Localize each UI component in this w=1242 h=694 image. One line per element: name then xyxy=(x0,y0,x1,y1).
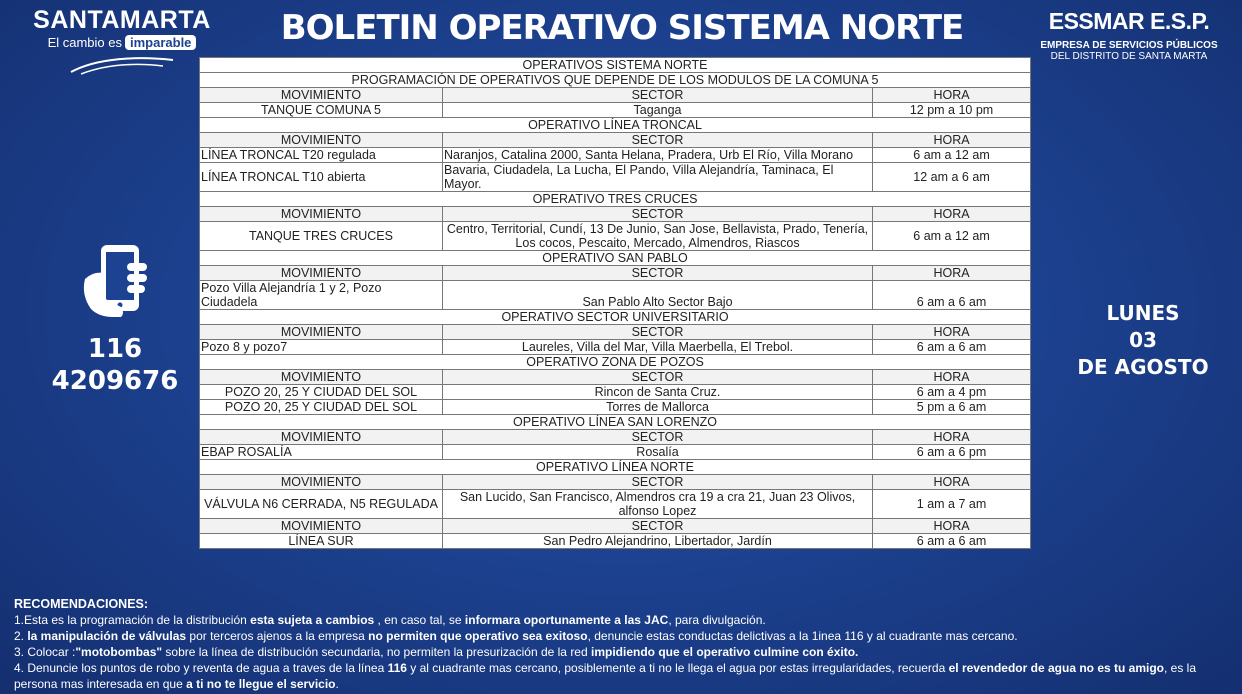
table-subtitle-row xyxy=(200,73,1031,88)
santamarta-logo xyxy=(22,6,222,76)
santamarta-brand: SANTAMARTA xyxy=(33,6,211,34)
date-day: LUNES xyxy=(1106,301,1180,325)
contact-block xyxy=(40,243,190,397)
cell-hora: 6 am a 6 am xyxy=(873,340,1031,355)
header-hora: HORA xyxy=(873,88,1031,103)
table-row xyxy=(200,163,1031,192)
rec-text: y al cuadrante mas cercano, posiblemente a ti no le llega el agua por estas irregularidades, recuerda xyxy=(406,661,949,675)
rec-bold: "motobombas" xyxy=(75,645,163,659)
section-title-row xyxy=(200,460,1031,475)
slogan-highlight: imparable xyxy=(125,35,196,50)
cell-sector: Naranjos, Catalina 2000, Santa Helana, Pradera, Urb El Río, Villa Morano xyxy=(443,148,873,163)
recommendation-2 xyxy=(14,628,1232,644)
rec-bold: no permiten que operativo sea exitoso xyxy=(368,629,588,643)
cell-movimiento: LÍNEA TRONCAL T10 abierta xyxy=(200,163,443,192)
section-title: OPERATIVO LÍNEA TRONCAL xyxy=(200,118,1031,133)
header-movimiento: MOVIMIENTO xyxy=(200,207,443,222)
header-hora: HORA xyxy=(873,266,1031,281)
cell-sector: Laureles, Villa del Mar, Villa Maerbella, El Trebol. xyxy=(443,340,873,355)
cell-sector: San Pablo Alto Sector Bajo xyxy=(443,281,873,310)
cell-movimiento: Pozo 8 y pozo7 xyxy=(200,340,443,355)
essmar-brand: ESSMAR E.S.P. xyxy=(1048,8,1210,34)
date-number: 03 xyxy=(1129,328,1157,352)
header-sector: SECTOR xyxy=(443,207,873,222)
cell-movimiento: LÍNEA TRONCAL T20 regulada xyxy=(200,148,443,163)
header-sector: SECTOR xyxy=(443,430,873,445)
table-row xyxy=(200,340,1031,355)
cell-movimiento: LÍNEA SUR xyxy=(200,534,443,549)
header-row xyxy=(200,133,1031,148)
table-row xyxy=(200,222,1031,251)
santamarta-slogan xyxy=(22,35,222,50)
schedule-table xyxy=(199,57,1031,549)
cell-sector: Centro, Territorial, Cundí, 13 De Junio, San Jose, Bellavista, Prado, Tenería, Los cocos, Pescaito, Mercado, Almendros, Riascos xyxy=(443,222,873,251)
header-hora: HORA xyxy=(873,207,1031,222)
table-row xyxy=(200,148,1031,163)
essmar-line1: EMPRESA DE SERVICIOS PÚBLICOS xyxy=(1040,40,1218,51)
rec-text: 4. Denuncie los puntos de robo y reventa de agua a traves de la línea xyxy=(14,661,388,675)
header-movimiento: MOVIMIENTO xyxy=(200,88,443,103)
cell-sector: San Lucido, San Francisco, Almendros cra 19 a cra 21, Juan 23 Olivos, alfonso Lopez xyxy=(443,490,873,519)
schedule-body xyxy=(200,58,1031,549)
table-row xyxy=(200,281,1031,310)
cell-hora: 6 am a 6 pm xyxy=(873,445,1031,460)
header-movimiento: MOVIMIENTO xyxy=(200,133,443,148)
cell-movimiento: Pozo Villa Alejandría 1 y 2, Pozo Ciudadela xyxy=(200,281,443,310)
section-title: OPERATIVO ZONA DE POZOS xyxy=(200,355,1031,370)
rec-bold: informara oportunamente a las JAC xyxy=(464,613,669,627)
header-hora: HORA xyxy=(873,370,1031,385)
table-row xyxy=(200,400,1031,415)
table-row xyxy=(200,534,1031,549)
section-title-row xyxy=(200,310,1031,325)
recommendation-4 xyxy=(14,660,1232,692)
table-row xyxy=(200,490,1031,519)
rec-text: , para divulgación. xyxy=(668,613,766,627)
header-movimiento: MOVIMIENTO xyxy=(200,370,443,385)
header-hora: HORA xyxy=(873,133,1031,148)
cell-hora: 12 am a 6 am xyxy=(873,163,1031,192)
swoosh-icon xyxy=(67,54,177,76)
cell-movimiento: POZO 20, 25 Y CIUDAD DEL SOL xyxy=(200,400,443,415)
section-title: OPERATIVO SECTOR UNIVERSITARIO xyxy=(200,310,1031,325)
recommendations xyxy=(14,596,1232,692)
cell-hora: 6 am a 6 am xyxy=(873,534,1031,549)
recommendations-title: RECOMENDACIONES: xyxy=(14,597,149,611)
header-hora: HORA xyxy=(873,430,1031,445)
header-sector: SECTOR xyxy=(443,266,873,281)
header-sector: SECTOR xyxy=(443,325,873,340)
date-block xyxy=(1068,300,1218,381)
cell-hora: 1 am a 7 am xyxy=(873,490,1031,519)
cell-movimiento: EBAP ROSALÍA xyxy=(200,445,443,460)
header-movimiento: MOVIMIENTO xyxy=(200,266,443,281)
header-row xyxy=(200,475,1031,490)
section-title-row xyxy=(200,415,1031,430)
rec-text: 1.Esta es la programación de la distribución xyxy=(14,613,251,627)
section-title-row xyxy=(200,355,1031,370)
rec-text: , denuncie estas conductas delictivas a la 1inea 116 y al cuadrante mas cercano. xyxy=(587,629,1018,643)
header-row xyxy=(200,266,1031,281)
cell-hora: 6 am a 4 pm xyxy=(873,385,1031,400)
cell-movimiento: POZO 20, 25 Y CIUDAD DEL SOL xyxy=(200,385,443,400)
cell-hora: 6 am a 6 am xyxy=(873,281,1031,310)
cell-sector: Taganga xyxy=(443,103,873,118)
rec-text: por terceros ajenos a la empresa xyxy=(186,629,369,643)
header-row xyxy=(200,88,1031,103)
phone-hand-icon xyxy=(79,243,151,319)
header-hora: HORA xyxy=(873,475,1031,490)
header-hora: HORA xyxy=(873,519,1031,534)
table-row xyxy=(200,385,1031,400)
table-title-row xyxy=(200,58,1031,73)
essmar-logo xyxy=(1034,8,1224,62)
header-row xyxy=(200,207,1031,222)
cell-sector: Bavaria, Ciudadela, La Lucha, El Pando, Villa Alejandría, Taminaca, El Mayor. xyxy=(443,163,873,192)
header-sector: SECTOR xyxy=(443,370,873,385)
rec-text: , en caso tal, se xyxy=(374,613,465,627)
slogan-prefix: El cambio es xyxy=(47,35,122,50)
essmar-line2: DEL DISTRITO DE SANTA MARTA xyxy=(1050,51,1208,62)
table-row xyxy=(200,445,1031,460)
header-movimiento: MOVIMIENTO xyxy=(200,475,443,490)
header-sector: SECTOR xyxy=(443,475,873,490)
header-hora: HORA xyxy=(873,325,1031,340)
phone-line-1: 116 xyxy=(87,334,143,364)
header-movimiento: MOVIMIENTO xyxy=(200,325,443,340)
cell-sector: Rosalía xyxy=(443,445,873,460)
rec-bold: el revendedor de agua no es tu amigo xyxy=(948,661,1164,675)
cell-hora: 6 am a 12 am xyxy=(873,148,1031,163)
header-sector: SECTOR xyxy=(443,88,873,103)
header-row xyxy=(200,370,1031,385)
rec-text: sobre la línea de distribución secundaria, no permiten la presurización de la red xyxy=(162,645,591,659)
cell-hora: 5 pm a 6 am xyxy=(873,400,1031,415)
rec-text: 3. Colocar : xyxy=(14,645,76,659)
header-row xyxy=(200,325,1031,340)
rec-bold: la manipulación de válvulas xyxy=(27,629,187,643)
section-title: OPERATIVO LÍNEA SAN LORENZO xyxy=(200,415,1031,430)
cell-sector: Torres de Mallorca xyxy=(443,400,873,415)
cell-movimiento: TANQUE COMUNA 5 xyxy=(200,103,443,118)
table-row xyxy=(200,103,1031,118)
section-title-row xyxy=(200,118,1031,133)
header-row xyxy=(200,430,1031,445)
table-title: OPERATIVOS SISTEMA NORTE xyxy=(200,58,1031,73)
cell-movimiento: TANQUE TRES CRUCES xyxy=(200,222,443,251)
cell-movimiento: VÁLVULA N6 CERRADA, N5 REGULADA xyxy=(200,490,443,519)
rec-text: , es la persona mas interesada en que xyxy=(14,661,1197,691)
section-title-row xyxy=(200,192,1031,207)
header-sector: SECTOR xyxy=(443,133,873,148)
header-movimiento: MOVIMIENTO xyxy=(200,430,443,445)
rec-bold: impidiendo que el operativo culmine con éxito. xyxy=(591,645,859,659)
recommendation-3 xyxy=(14,644,1232,660)
rec-bold: esta sujeta a cambios xyxy=(250,613,375,627)
cell-hora: 12 pm a 10 pm xyxy=(873,103,1031,118)
date-month: DE AGOSTO xyxy=(1077,355,1209,379)
rec-text: 2. xyxy=(14,629,28,643)
rec-bold: 116 xyxy=(387,661,407,675)
phone-line-2: 4209676 xyxy=(51,366,179,396)
cell-sector: Rincon de Santa Cruz. xyxy=(443,385,873,400)
table-subtitle: PROGRAMACIÓN DE OPERATIVOS QUE DEPENDE DE LOS MODULOS DE LA COMUNA 5 xyxy=(200,73,1031,88)
section-title-row xyxy=(200,251,1031,266)
header-sector: SECTOR xyxy=(443,519,873,534)
rec-text: . xyxy=(335,677,339,691)
cell-sector: San Pedro Alejandrino, Libertador, Jardín xyxy=(443,534,873,549)
section-title: OPERATIVO SAN PABLO xyxy=(200,251,1031,266)
header-movimiento: MOVIMIENTO xyxy=(200,519,443,534)
cell-hora: 6 am a 12 am xyxy=(873,222,1031,251)
page-title: BOLETIN OPERATIVO SISTEMA NORTE xyxy=(280,8,964,48)
recommendation-1 xyxy=(14,612,1232,628)
header-row xyxy=(200,519,1031,534)
section-title: OPERATIVO TRES CRUCES xyxy=(200,192,1031,207)
section-title: OPERATIVO LÍNEA NORTE xyxy=(200,460,1031,475)
rec-bold: a ti no te llegue el servicio xyxy=(186,677,336,691)
